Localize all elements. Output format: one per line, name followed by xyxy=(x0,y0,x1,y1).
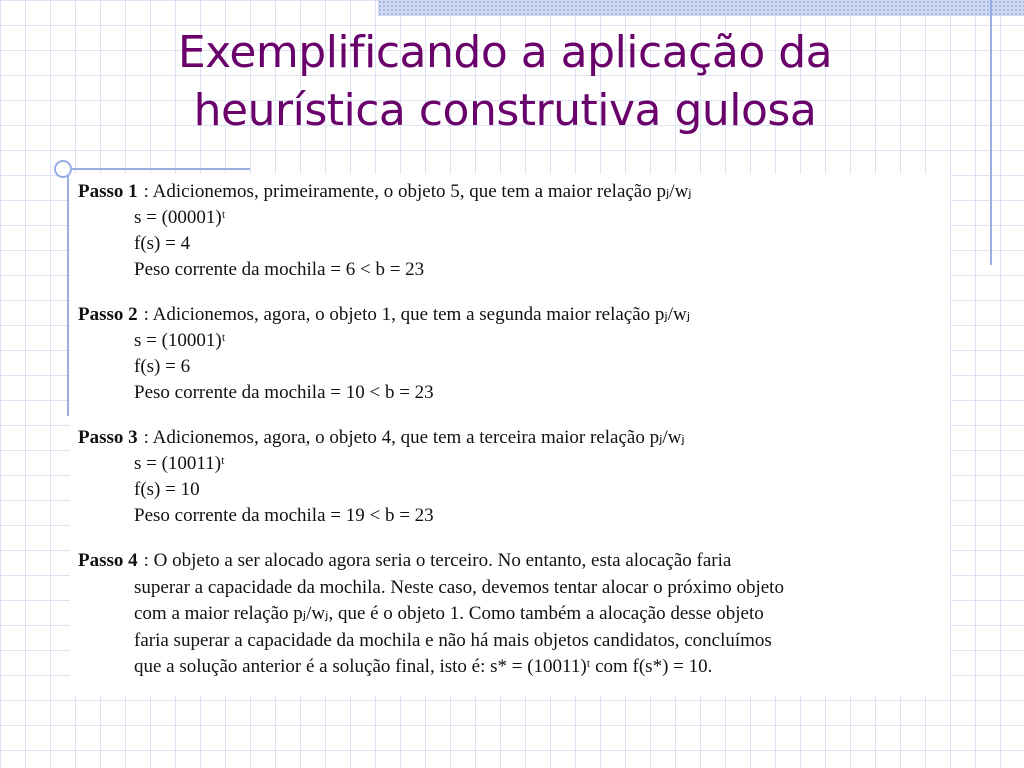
title-line-1: Exemplificando a aplicação da xyxy=(177,27,833,78)
slide-content xyxy=(70,174,950,696)
step-2-header xyxy=(78,302,950,328)
step-2-weight: Peso corrente da mochila = 10 < b = 23 xyxy=(134,382,434,403)
step-3-label: Passo 3 xyxy=(78,427,138,448)
title-line-2: heurística construtiva gulosa xyxy=(193,85,817,136)
step-2-solution: s = (10001)ᵗ xyxy=(134,330,226,351)
step-3-header xyxy=(78,425,950,451)
step-1 xyxy=(78,179,950,283)
step-4-line-3: com a maior relação pⱼ/wⱼ, que é o objeto 1. Como também a alocação desse objeto xyxy=(134,603,764,624)
step-2-objective: f(s) = 6 xyxy=(134,356,191,377)
step-2-text: : Adicionemos, agora, o objeto 1, que tem a segunda maior relação pⱼ/wⱼ xyxy=(143,304,691,325)
step-1-weight: Peso corrente da mochila = 6 < b = 23 xyxy=(134,259,425,280)
top-decorative-band xyxy=(378,0,1024,16)
step-1-label: Passo 1 xyxy=(78,181,138,202)
step-4-line-4: faria superar a capacidade da mochila e não há mais objetos candidatos, concluímos xyxy=(134,629,772,651)
step-4-line-2: superar a capacidade da mochila. Neste caso, devemos tentar alocar o próximo objeto xyxy=(134,576,784,598)
step-4-header xyxy=(78,548,950,575)
step-3-text: : Adicionemos, agora, o objeto 4, que tem a terceira maior relação pⱼ/wⱼ xyxy=(143,427,685,448)
step-3 xyxy=(78,425,950,529)
slide-title xyxy=(0,24,1010,140)
step-1-text: : Adicionemos, primeiramente, o objeto 5, que tem a maior relação pⱼ/wⱼ xyxy=(143,181,692,202)
left-decorative-vline xyxy=(67,170,69,416)
step-3-objective: f(s) = 10 xyxy=(134,479,200,500)
step-1-objective: f(s) = 4 xyxy=(134,233,191,254)
step-4 xyxy=(78,548,950,681)
step-4-line-1: : O objeto a ser alocado agora seria o terceiro. No entanto, esta alocação faria xyxy=(143,550,732,571)
left-decorative-hline xyxy=(60,168,250,170)
step-2-label: Passo 2 xyxy=(78,304,138,325)
step-1-header xyxy=(78,179,950,205)
step-4-line-5: que a solução anterior é a solução final, isto é: s* = (10011)ᵗ com f(s*) = 10. xyxy=(134,656,713,677)
step-1-solution: s = (00001)ᵗ xyxy=(134,207,226,228)
step-3-weight: Peso corrente da mochila = 19 < b = 23 xyxy=(134,505,434,526)
step-4-label: Passo 4 xyxy=(78,550,138,571)
step-2 xyxy=(78,302,950,406)
step-3-solution: s = (10011)ᵗ xyxy=(134,453,225,474)
